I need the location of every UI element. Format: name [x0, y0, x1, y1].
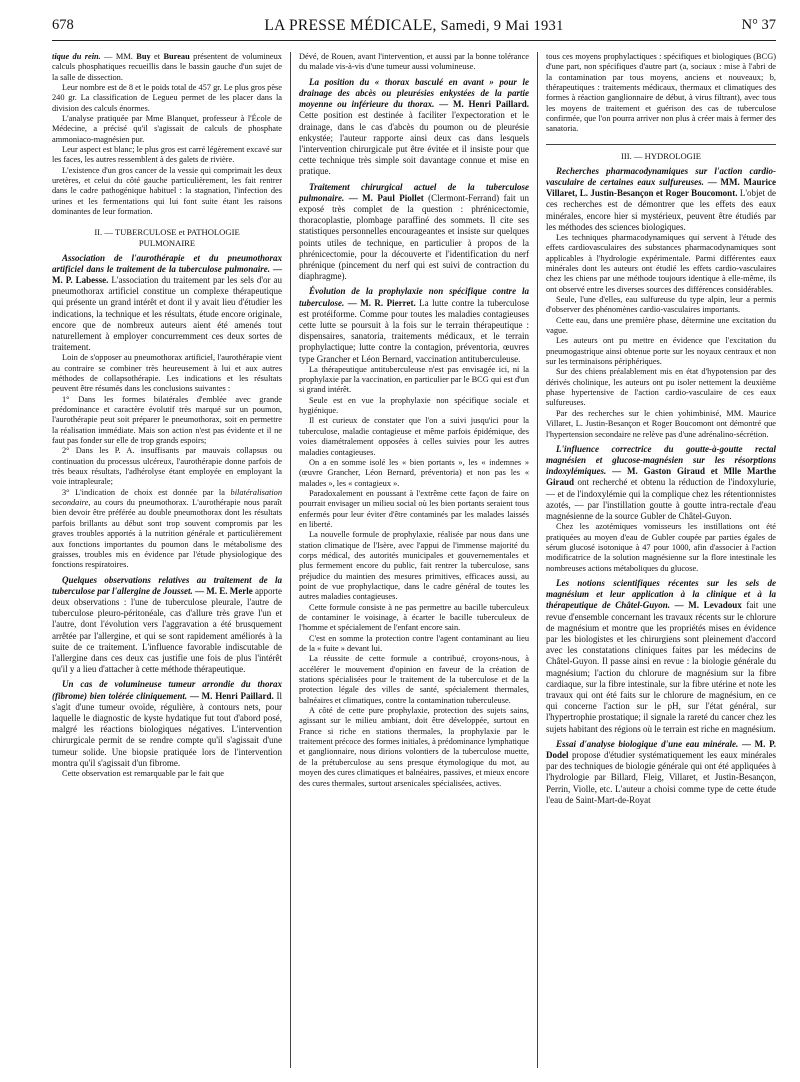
article-text: Il s'agit d'une tumeur ovoïde, régulière, à contours nets, pour laquelle le diagnostic de kyste hydatique fut tout d'abord posé, malgré les réactions biologiques négatives. L'intervention chirurgicale permit de se rendre compte qu'il s'agissait d'une tumeur solide. Une biopsie pratiquée lors de l'intervention montra qu'il s'agissait d'un fibrome. — [52, 690, 283, 768]
paragraph: Cette eau, dans une première phase, détermine une excitation du vague. — [546, 315, 776, 336]
text-fragment: — M. — [52, 263, 282, 285]
article-heading — [546, 166, 776, 233]
issue-number: N° 37 — [741, 17, 776, 33]
article-title: Évolution de la prophylaxie non spécifique contre la tuberculose. — [299, 286, 529, 308]
paragraph: La thérapeutique antituberculeuse n'est pas envisagée ici, ni la prophylaxie par la vaccination, en particulier par le BCG qui est d'un si grand intérêt. — [299, 364, 529, 395]
article-text: (Clermont-Ferrand) fait un exposé très complet de la question : phrénicectomie, thoracoplastie, plombage paraffiné des sommets. Il cite ses statistiques personnelles encourageantes et insiste sur quelques points utiles de technique, en particulier à propos de la phrénicectomie, pour la découverte et l'identification du nerf phrénique (pincement du nerf qui est suivi de contraction du diaphragme). — [299, 192, 530, 282]
author-name: Maurice Villaret, L. Justin-Besançon — [546, 176, 776, 199]
author-name: Marthe Giraud — [546, 466, 777, 488]
article-heading — [299, 182, 529, 283]
author-name: Roger Boucomont. — [665, 188, 738, 199]
paragraph: C'est en somme la protection contre l'agent contaminant au lieu de la « fuite » devant lui. — [299, 633, 529, 654]
paragraph: Par des recherches sur le chien yohimbinisé, MM. Maurice Villaret, L. Justin-Besançon et Roger Boucomont ont démontré que l'hypertension secondaire ne relève pas d'une adrénalino-sécrétion. — [546, 408, 776, 439]
article-text: Cette position est destinée à faciliter l'expectoration et le drainage, dans le cas d'abcès du poumon ou de pleurésie enkystée; l'auteur rapporte ainsi deux cas dans lesquels l'intervention chirurgicale put être évitée et il insiste pour que cette technique très simple soit davantage connue et mise en pratique. — [299, 110, 529, 177]
paragraph: tous ces moyens prophylactiques : spécifiques et biologiques (BCG) d'une part, non spécifiques d'autre part (a, sociaux : mise à l'abri de la contamination par tous moyens, anciens et nouveaux; b, thérapeutiques : traitements médicaux, thermaux et climatiques des formes à réaction ganglionnaire de début, à virus filtrant), avec tous les moyens de traitement et guérison des cas de tuberculose confirmée, que l'on pourra arriver non plus à créer mais à fermer des sanatoria. — [546, 52, 776, 134]
author-name: Henri Paillard. — [468, 99, 530, 110]
paragraph: Dévé, de Rouen, avant l'intervention, et aussi par la bonne tolérance du malade vis-à-vis d'une tumeur aussi volumineuse. — [299, 52, 529, 72]
section-heading: III. — HYDROLOGIE — [621, 150, 701, 161]
paragraph: La réussite de cette formule a contribué, croyons-nous, à accélérer le mouvement d'opinion en faveur de la création de stations spécialisées pour le traitement de la tuberculose et de la protection légale des villes de santé, spécialement thermales, balnéaires et climatiques, contre la contamination tuberculeuse. — [299, 654, 529, 705]
paragraph: Cette observation est remarquable par le fait que — [62, 769, 224, 778]
heading-fragment: tique du rein. — [52, 52, 101, 61]
author-name: Levadoux — [703, 600, 742, 611]
paragraph: Leur aspect est blanc; le plus gros est carré légèrement excavé sur les faces, les autres ressemblent à des galets de rivière. — [52, 145, 282, 165]
newspaper-page — [52, 14, 776, 1072]
column-rule — [537, 52, 538, 1068]
text-fragment: — M. — [738, 738, 770, 749]
article-title: Quelques observations relatives au traitement de la tuberculose par l'allergine de Jousset. — [52, 574, 282, 596]
text-fragment: — M. — [192, 585, 220, 596]
paragraph — [52, 52, 282, 83]
author-name: P. Labesse. — [65, 274, 109, 285]
paragraph: L'existence d'un gros cancer de la vessie qui comprimait les deux uretères, et celui du côté gauche particulièrement, les fait rentrer dans le cadre pathogénique habituel : la stagnation, l'infection des urines et les fermentations qui lui font suite étant les raisons dominantes de leur formation. — [52, 165, 282, 217]
article-heading — [546, 739, 776, 806]
paragraph: L'analyse pratiquée par Mme Blanquet, professeur à l'École de Médecine, a précisé qu'il s'agissait de calculs de phosphate ammoniaco-magnésien pur. — [52, 114, 282, 144]
author-name: E. Merle — [219, 585, 253, 596]
text-fragment: — M. — [344, 297, 375, 308]
text-fragment: et — [653, 188, 666, 199]
issue-date: Samedi, 9 Mai 1931 — [440, 18, 564, 34]
article-title: Traitement chirurgical actuel de la tuberculose pulmonaire. — [299, 181, 529, 203]
article-text: apporte deux observations : l'une de tuberculose pleurale, l'autre de tuberculose pleuro-péritonéale, cas d'allure très grave l'un et l'autre, dont l'évolution vers l'aggravation a été brusquement arrêtée par l'allergine, et qui se sont rapidement améliorés à la suite de ce traitement. L'influence favorable indiscutable de l'allergine dans ces deux cas justifie une fois de plus l'intérêt qu'il y a lieu d'attacher à cette méthode thérapeutique. — [52, 585, 282, 675]
journal-title-line — [52, 17, 776, 35]
paragraph: 2° Dans les P. A. insuffisants par mauvais collapsus ou continuation du processus ulcéreux, l'aurothérapie donne parfois de très beaux résultats, l'adhérolyse étant employée en employant la voie intrapleurale; — [52, 446, 282, 487]
text-fragment: — M. — [187, 690, 216, 701]
paragraph: Les techniques pharmacodynamiques qui servent à l'étude des effets cardiovasculaires des substances pharmacodynamiques sont applicables à l'hydrologie expérimentale. Parmi différentes eaux minérales dont les auteurs ont étudié les effets cardio-vasculaires chez les chiens par une méthode toujours identique à elle-même, ils ont observé entre les diverses sources des différences considérables. — [546, 232, 776, 294]
paragraph: La nouvelle formule de prophylaxie, réalisée par nous dans une station climatique de l'Isère, avec l'appui de l'immense majorité du corps médical, des autorités municipales et gouvernementales et plus fermement encore du public, fait rentrer la tuberculose, sans préjudice du maintien des mesures primitives, efficaces aussi, au point de vue prophylactique, dans le cadre général de toutes les autres maladies contagieuses. — [299, 530, 529, 602]
paragraph: Leur nombre est de 8 et le poids total de 457 gr. Le plus gros pèse 240 gr. La classification de Legueu permet de les placer dans la division des calculs énormes. — [52, 83, 282, 113]
article-heading — [52, 253, 282, 354]
article-heading — [299, 77, 529, 178]
paragraph: Sur des chiens préalablement mis en état d'hypotension par des dérivés cholinique, les auteurs ont pu isoler nettement la deuxième phase hypertensive de l'action cardio-vasculaire de ces eaux sulfureuses. — [546, 367, 776, 408]
article-columns — [52, 52, 776, 1068]
article-title: Association de l'aurothérapie et du pneumothorax artificiel dans le traitement de la tuberculose pulmonaire. — [52, 252, 282, 274]
paragraph: Seule, l'une d'elles, eau sulfureuse du type alpin, leur a permis d'observer des phénomènes cardio-vasculaires importants. — [546, 295, 776, 315]
column-2 — [299, 52, 529, 789]
article-heading — [52, 679, 282, 769]
article-text: propose d'étudier systématiquement les eaux minérales par des techniques de biologie générale qui ont été appliquées à l'hydrologie par Billard, Fleig, Villaret, et Justin-Besançon, Perrin, Violle, etc. L'auteur a choisi comme type de cette étude l'eau de Saint-Mart-de-Royat — [546, 750, 776, 805]
author-name: Henri Paillard. — [215, 690, 274, 701]
article-title: Recherches pharmacodynamiques sur l'action cardio-vasculaire de certaines eaux sulfureuses. — [546, 165, 776, 187]
article-text: L'association du traitement par les sels d'or au pneumothorax artificiel constitue un complexe thérapeutique qui présente un grand intérêt et dont il y avait lieu d'étudier les indications, la technique et les résultats, étude encore originale, encore que de nombreux auteurs aient été amenés tout naturellement à employer concurremment ces deux sortes de traitement. — [52, 274, 282, 353]
emphasis: bilatéralisation secondaire — [52, 487, 282, 508]
section-heading: PULMONAIRE — [138, 237, 196, 248]
text-fragment: — M. — [606, 466, 644, 477]
article-text: : dispensaires, sanatoria, traitements médicaux, et le terrain prophylactique; lutte contre la contagion, préventoria, œuvres type Grancher et Léon Bernard, vaccination antituberculeuse. — [299, 319, 529, 364]
paragraph: 1° Dans les formes bilatérales d'emblée avec grande prédominance et caractère évolutif très marqué sur un poumon, l'aurothérapie peut soit préparer le pneumothorax, soit en permettre la réalisation immédiate. Mais son action n'est pas évidente et il ne faut pas fonder sur elle de trop grands espoirs; — [52, 394, 282, 446]
article-heading — [52, 575, 282, 676]
article-title: Essai d'analyse biologique d'une eau minérale. — [556, 738, 739, 749]
journal-name: LA PRESSE MÉDICALE, — [264, 17, 437, 34]
author-name: P. Dodel — [546, 738, 777, 761]
emphasis: terrain thérapeutique — [446, 319, 523, 330]
article-title: La position du « thorax basculé en avant » pour le drainage des abcès ou pleurésies enkystées de la partie moyenne ou inférieure du thorax. — [299, 76, 529, 110]
text-fragment: — MM. — [100, 52, 137, 61]
paragraph: Chez les azotémiques vomisseurs les instillations ont été pratiquées au moyen d'eau de Gubler coupée par parties égales de sérum glucosé isotonique à 47 pour 1000, afin d'associer à l'action modificatrice de la solution magnésienne sur la flore intestinale les nombreuses actions métaboliques du glucose. — [546, 522, 776, 573]
paragraph — [52, 488, 282, 571]
article-text: L'objet de ces recherches est de démontrer que les effets des eaux minérales, encore hier si mystérieux, peuvent être étudiés par les méthodes des sciences biologiques. — [546, 188, 776, 232]
paragraph: Il est curieux de constater que l'on a suivi jusqu'ici pour la tuberculose, maladie contagieuse et même parfois épidémique, des voies diamétralement opposées à celles suivies pour les autres maladies contagieuses. — [299, 416, 529, 457]
paragraph: Les auteurs ont pu mettre en évidence que l'excitation du pneumogastrique ainsi obtenue porte sur les noyaux centraux et non sur les terminaisons périphériques. — [546, 336, 776, 367]
author-name: Bureau — [163, 52, 190, 61]
article-heading — [546, 444, 776, 522]
column-1 — [52, 52, 282, 779]
article-heading — [546, 578, 776, 735]
paragraph: Seule est en vue la prophylaxie non spécifique sociale et hygiénique. — [299, 395, 529, 416]
article-title: L'influence correctrice du goutte-à-goutte rectal magnésien et glucose-magnésien sur les résorptions indoxylémiques. — [546, 443, 776, 477]
paragraph: Cette formule consiste à ne pas permettre au bacille tuberculeux de contaminer le voisinage, à écarter le bacille tuberculeux de l'homme et spécialement de l'enfant encore sain. — [299, 602, 529, 633]
text-fragment: et Mlle — [704, 466, 748, 477]
paragraph: Loin de s'opposer au pneumothorax artificiel, l'aurothérapie vient au contraire se combiner très heureusement à lui et aux autres méthodes de collapsothérapie. Les indications et les résultats peuvent être résumés dans les conclusions suivantes : — [52, 353, 282, 394]
text-fragment: , au cours du pneumothorax. L'aurothérapie nous paraît bien devoir être préférée au double pneumothorax dont les résultats parfois brillants au début sont trop souvent compromis par les graves troubles apportés à la nutrition générale et particulièrement aux fonctions importantes du poumon dans le métabolisme des graisses, troubles mis en évidence par l'étude physiologique des fonctions respiratoires. — [52, 498, 282, 570]
paragraph: Paradoxalement en poussant à l'extrême cette façon de faire on pourrait envisager un milieu social où les bien portants seraient tous enfermés pour leur éviter d'être contaminés par les malades laissés en liberté. — [299, 488, 529, 529]
text-fragment: 3° L'indication de choix est donnée par la — [62, 487, 231, 497]
article-text: ont recherché et obtenu la réduction de l'indoxylurie, — et de l'indoxylémie qui la complique chez les rétentionnistes azotés, — par l'instillation goutte à goutte intra-rectale d'eau magnésienne de la source Gubler de Châtel-Guyon. — [546, 477, 776, 522]
article-title: Les notions scientifiques récentes sur les sels de magnésium et leur application à la clinique et à la thérapeutique de Châtel-Guyon. — [546, 577, 776, 611]
paragraph: On a en somme isolé les « bien portants », les « indemnes » (œuvre Grancher, Léon Bernard, préventoria) et non pas les « malades », les « contagieux ». — [299, 457, 529, 488]
author-name: Paul Piollet — [377, 192, 424, 203]
column-rule — [290, 52, 291, 1068]
article-heading — [299, 286, 529, 364]
author-name: R. Pierret. — [374, 297, 416, 308]
article-title: Un cas de volumineuse tumeur arrondie du thorax (fibrome) bien tolérée cliniquement. — [52, 679, 282, 701]
text-fragment: — M. — [670, 600, 704, 611]
author-name: Gaston Giraud — [643, 466, 705, 477]
section-heading: II. — TUBERCULOSE et PATHOLOGIE — [94, 226, 240, 237]
article-text: La lutte contre la tuberculose est protéiforme. Comme pour toutes les maladies contagieuses cette lutte se poursuit à la fois sur le — [299, 297, 529, 330]
text-fragment: — M. — [434, 99, 469, 110]
article-text: fait une revue d'ensemble concernant les travaux récents sur le chlorure de magnésium et montre que les propriétés mises en évidence par les biologistes et les chirurgiens sont pleinement d'accord avec les constatations cliniques faites par les médecins de Châtel-Guyon. Il passe ainsi en revue : la biologie générale du magnésium; l'action du chlorure de magnésium sur la fibre cardiaque, sur la fibre intestinale, sur la fibre utérine et note les travaux qui ont été faits sur le chlorure de magnésium, en ce qui concerne l'action sur le pH, sur l'état général, sur l'hypertrophie prostatique; il signale la rareté du cancer chez les sujets habitant des régions où le terrain est riche en magnésium. — [546, 600, 776, 734]
page-number: 678 — [52, 17, 74, 33]
text-fragment: — M. — [344, 192, 378, 203]
column-3 — [546, 52, 776, 806]
text-fragment: — MM. — [703, 176, 744, 187]
section-divider — [546, 144, 776, 145]
paragraph: A côté de cette pure prophylaxie, protection des sujets sains, agissant sur le milieu ambiant, doit être développée, surtout en France si riche en stations thermales, la prophylaxie par le traitement précoce des formes initiales, à prédominance lymphatique et ganglionnaire, nous dirions volontiers de la tuberculose muette, de la prétuberculose au sens presque étymologique du mot, au moyen des cures climatiques et balnéaires, passives, et mieux encore des cures thermales, surtout arsenicales spécialisées, actives. — [299, 706, 529, 788]
text-fragment: présentent de volumineux calculs phosphatiques recueillis dans le bassin gauche d'un sujet de la salle de dissection. — [52, 52, 282, 82]
text-fragment: et — [150, 52, 164, 61]
page-header — [52, 14, 776, 41]
author-name: Buy — [136, 52, 151, 61]
